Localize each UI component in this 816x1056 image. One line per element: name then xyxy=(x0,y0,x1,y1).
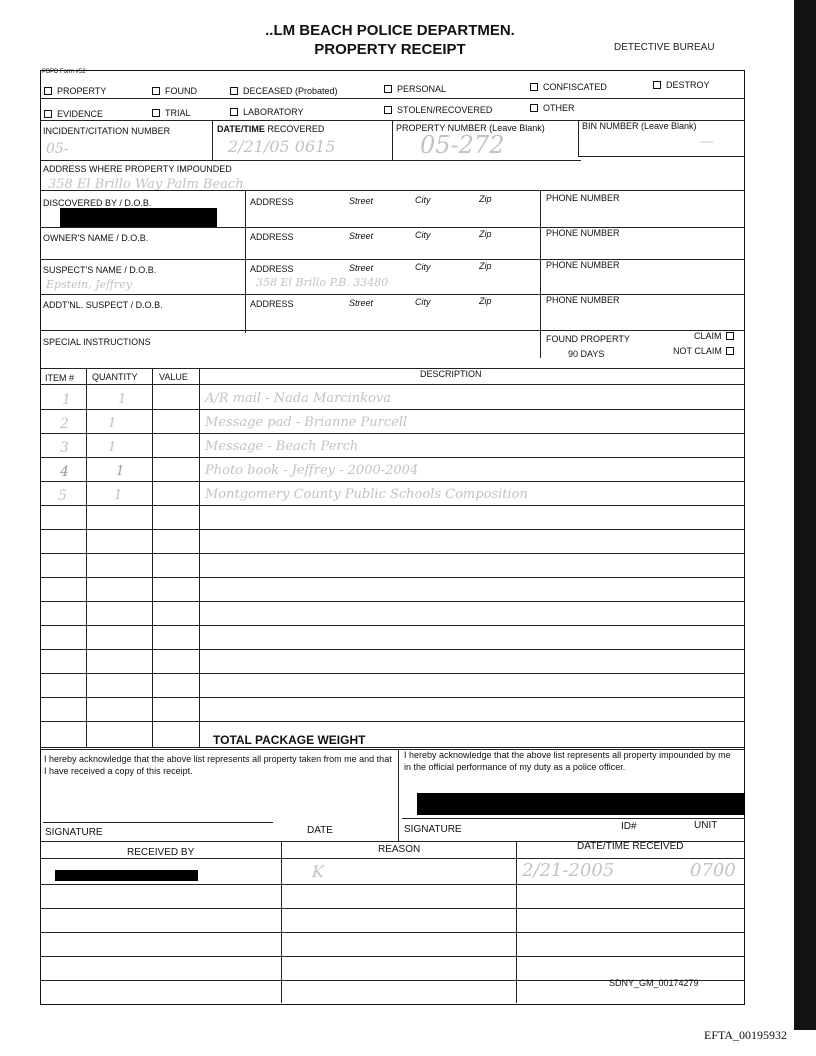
checkbox-icon xyxy=(726,332,734,340)
description-header: DESCRIPTION xyxy=(420,369,482,379)
reason-handwriting: K xyxy=(312,862,324,881)
checkbox-evidence[interactable]: EVIDENCE xyxy=(44,109,103,120)
checkbox-confiscated[interactable]: CONFISCATED xyxy=(530,82,607,93)
checkbox-icon xyxy=(44,87,52,95)
claim-checkbox[interactable]: CLAIM xyxy=(694,331,734,342)
signature-line xyxy=(43,822,273,823)
zip-label: Zip xyxy=(479,229,492,239)
rule xyxy=(199,368,200,748)
property-number-label: PROPERTY NUMBER (Leave Blank) xyxy=(396,123,545,133)
table-row-quantity: 1 xyxy=(108,416,117,431)
rule xyxy=(41,932,744,933)
table-row-description: Message - Beach Perch xyxy=(205,439,359,454)
rule xyxy=(41,956,744,957)
not-claim-checkbox[interactable]: NOT CLAIM xyxy=(673,346,734,357)
address-impounded-label: ADDRESS WHERE PROPERTY IMPOUNDED xyxy=(43,164,232,174)
datetime-label: DATE/TIME RECOVERED xyxy=(217,124,325,134)
zip-label: Zip xyxy=(479,261,492,271)
unit-label: UNIT xyxy=(694,820,718,831)
checkbox-icon xyxy=(384,106,392,114)
rule xyxy=(41,858,744,859)
redaction-bar xyxy=(417,793,745,815)
rule xyxy=(41,457,744,458)
datetime-handwriting: 2/21/05 0615 xyxy=(228,137,336,156)
datetime-received-header: DATE/TIME RECEIVED xyxy=(577,841,684,852)
rule xyxy=(86,368,87,748)
address-label: ADDRESS xyxy=(250,299,294,309)
address-label: ADDRESS xyxy=(250,264,294,274)
table-row-description: A/R mail - Nada Marcinkova xyxy=(205,391,391,406)
table-row-quantity: 1 xyxy=(114,488,123,503)
table-row-item: 2 xyxy=(60,416,69,432)
checkbox-stolen[interactable]: STOLEN/RECOVERED xyxy=(384,105,492,116)
quantity-header: QUANTITY xyxy=(92,372,138,382)
ninety-days-label: 90 DAYS xyxy=(568,349,605,359)
city-label: City xyxy=(415,230,431,240)
rule xyxy=(540,190,541,358)
reason-header: REASON xyxy=(378,844,421,855)
rule xyxy=(41,673,744,674)
signature-label: SIGNATURE xyxy=(404,824,462,835)
phone-label: PHONE NUMBER xyxy=(546,193,620,203)
rule xyxy=(41,368,744,369)
suspect-label: SUSPECT'S NAME / D.O.B. xyxy=(43,265,157,275)
table-row-item: 5 xyxy=(58,488,67,504)
rule xyxy=(41,294,744,295)
address-label: ADDRESS xyxy=(250,232,294,242)
rule xyxy=(41,259,744,260)
rule xyxy=(41,908,744,909)
checkbox-icon xyxy=(726,347,734,355)
department-title: ..LM BEACH POLICE DEPARTMEN. xyxy=(265,22,515,39)
checkbox-icon xyxy=(152,87,160,95)
received-by-header: RECEIVED BY xyxy=(127,847,195,858)
acknowledgement-officer: I hereby acknowledge that the above list represents all property impounded by me in the official performance of my duty as a police officer. xyxy=(404,750,731,772)
rule xyxy=(41,481,744,482)
address-impounded-handwriting: 358 El Brillo Way Palm Beach xyxy=(48,177,244,192)
rule xyxy=(41,529,744,530)
incident-handwriting: 05- xyxy=(46,141,69,157)
rule xyxy=(41,160,581,161)
checkbox-icon xyxy=(530,83,538,91)
date-received-handwriting: 2/21-2005 xyxy=(522,860,615,881)
rule xyxy=(41,409,744,410)
rule xyxy=(41,190,744,191)
table-row-description: Montgomery County Public Schools Composition xyxy=(205,487,528,502)
street-label: Street xyxy=(349,231,374,241)
table-row-quantity: 1 xyxy=(118,392,127,407)
rule xyxy=(41,884,744,885)
bates-number: SDNY_GM_00174279 xyxy=(609,978,699,988)
phone-label: PHONE NUMBER xyxy=(546,260,620,270)
rule xyxy=(41,649,744,650)
phone-label: PHONE NUMBER xyxy=(546,295,620,305)
rule xyxy=(578,121,579,157)
checkbox-property[interactable]: PROPERTY xyxy=(44,86,106,97)
zip-label: Zip xyxy=(479,296,492,306)
value-header: VALUE xyxy=(159,372,188,382)
rule xyxy=(41,577,744,578)
rule xyxy=(41,697,744,698)
item-header: ITEM # xyxy=(45,373,75,383)
rule xyxy=(392,121,393,161)
checkbox-icon xyxy=(653,81,661,89)
id-label: ID# xyxy=(621,821,637,832)
checkbox-other[interactable]: OTHER xyxy=(530,103,575,114)
rule xyxy=(41,433,744,434)
checkbox-icon xyxy=(230,87,238,95)
addl-suspect-label: ADDT'NL. SUSPECT / D.O.B. xyxy=(43,300,163,310)
form-number: PBPD Form #52 xyxy=(42,69,86,75)
table-row-description: Photo book - Jeffrey - 2000-2004 xyxy=(205,463,419,478)
city-label: City xyxy=(415,195,431,205)
efta-number: EFTA_00195932 xyxy=(704,1028,788,1042)
total-package-weight-label: TOTAL PACKAGE WEIGHT xyxy=(213,733,366,747)
rule xyxy=(245,190,246,333)
checkbox-laboratory[interactable]: LABORATORY xyxy=(230,107,304,118)
rule xyxy=(516,841,517,1003)
bin-number-label: BIN NUMBER (Leave Blank) xyxy=(582,121,697,131)
table-row-quantity: 1 xyxy=(108,440,117,455)
street-label: Street xyxy=(349,298,374,308)
rule xyxy=(41,330,744,331)
zip-label: Zip xyxy=(479,194,492,204)
table-row-description: Message pad - Brianne Purcell xyxy=(205,415,408,430)
checkbox-icon xyxy=(384,85,392,93)
rule xyxy=(41,601,744,602)
checkbox-icon xyxy=(44,110,52,118)
street-label: Street xyxy=(349,196,374,206)
checkbox-personal[interactable]: PERSONAL xyxy=(384,84,446,95)
date-label: DATE xyxy=(307,825,333,836)
checkbox-destroy[interactable]: DESTROY xyxy=(653,80,710,91)
rule xyxy=(41,747,744,748)
table-row-item: 3 xyxy=(60,440,69,456)
signature-label: SIGNATURE xyxy=(45,827,103,838)
property-number-handwriting: 05-272 xyxy=(420,131,505,159)
rule xyxy=(41,553,744,554)
rule xyxy=(41,384,744,385)
bureau-label: DETECTIVE BUREAU xyxy=(614,42,715,53)
checkbox-trial[interactable]: TRIAL xyxy=(152,108,191,119)
table-row-quantity: 1 xyxy=(116,464,125,479)
rule xyxy=(41,227,744,228)
special-instructions-label: SPECIAL INSTRUCTIONS xyxy=(43,337,151,347)
rule xyxy=(578,156,744,157)
discovered-by-label: DISCOVERED BY / D.O.B. xyxy=(43,198,152,208)
rule xyxy=(41,721,744,722)
rule xyxy=(398,749,399,842)
phone-label: PHONE NUMBER xyxy=(546,228,620,238)
address-label: ADDRESS xyxy=(250,197,294,207)
suspect-handwriting: Epstein, Jeffrey xyxy=(46,278,132,291)
checkbox-found[interactable]: FOUND xyxy=(152,86,197,97)
rule xyxy=(152,368,153,748)
incident-label: INCIDENT/CITATION NUMBER xyxy=(43,126,171,136)
redaction-bar xyxy=(60,208,217,228)
rule xyxy=(41,98,744,99)
rule xyxy=(41,505,744,506)
acknowledgement-owner: I hereby acknowledge that the above list represents all property taken from me and that I have received a copy of this receipt. xyxy=(44,754,392,776)
scan-edge xyxy=(794,0,816,1030)
checkbox-icon xyxy=(152,109,160,117)
checkbox-deceased[interactable]: DECEASED (Probated) xyxy=(230,86,338,97)
city-label: City xyxy=(415,262,431,272)
checkbox-icon xyxy=(230,108,238,116)
rule xyxy=(41,625,744,626)
rule xyxy=(212,121,213,161)
form-title: PROPERTY RECEIPT xyxy=(314,41,466,58)
time-received-handwriting: 0700 xyxy=(690,860,736,881)
rule xyxy=(281,841,282,1003)
signature-line xyxy=(402,818,744,819)
suspect-address-handwriting: 358 El Brillo P.B. 33480 xyxy=(256,276,389,289)
redaction-bar xyxy=(55,870,198,881)
bin-handwriting: — xyxy=(700,134,714,150)
city-label: City xyxy=(415,297,431,307)
checkbox-icon xyxy=(530,104,538,112)
street-label: Street xyxy=(349,263,374,273)
table-row-item: 1 xyxy=(62,392,71,408)
owner-label: OWNER'S NAME / D.O.B. xyxy=(43,233,149,243)
table-row-item: 4 xyxy=(60,464,69,480)
found-property-label: FOUND PROPERTY xyxy=(546,334,630,344)
